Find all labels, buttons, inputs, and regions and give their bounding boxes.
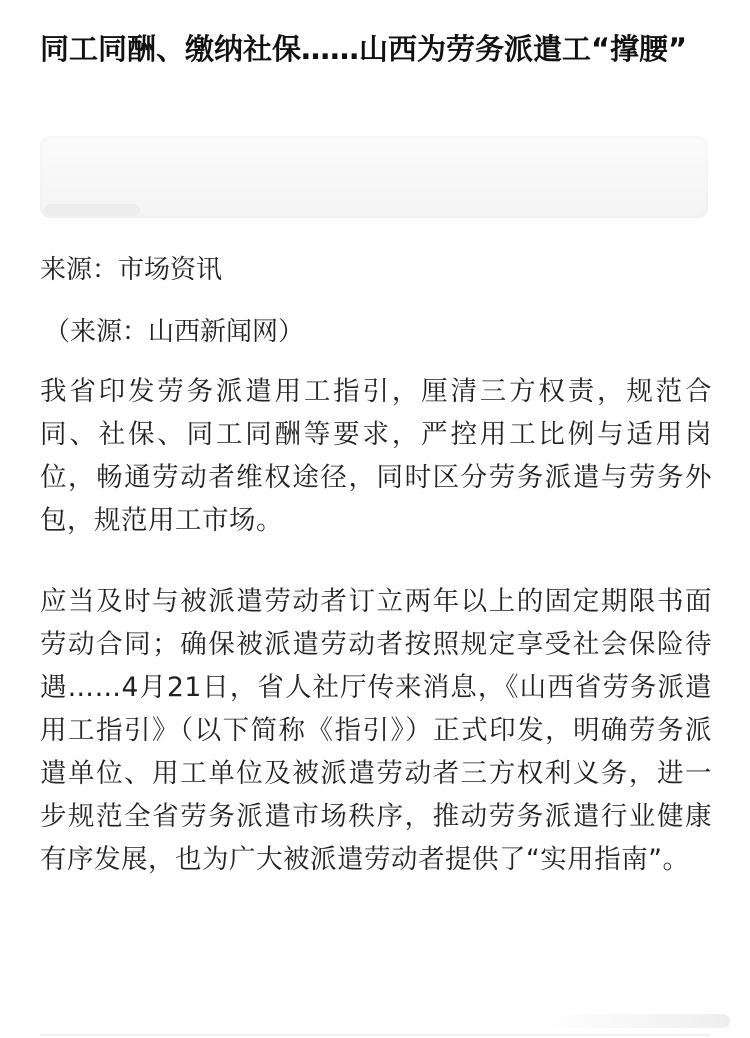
blurred-caption [44,204,140,216]
article-paragraph: 应当及时与被派遣劳动者订立两年以上的固定期限书面劳动合同；确保被派遣劳动者按照规定享受社会保险待遇……4月21日，省人社厅传来消息，《山西省劳务派遣用工指引》（以下简称《指引》）正式印发，明确劳务派遣单位、用工单位及被派遣劳动者三方权利义务，进一步规范全省劳务派遣市场秩序，推动劳务派遣行业健康有序发展，也为广大被派遣劳动者提供了“实用指南”。 [40,586,712,875]
article-title: 同工同酬、缴纳社保……山西为劳务派遣工“撑腰” [40,32,688,66]
article-source-origin: （来源：山西新闻网） [44,317,305,347]
article-paragraph: 我省印发劳务派遣用工指引，厘清三方权责，规范合同、社保、同工同酬等要求，严控用工比例与适用岗位，畅通劳动者维权途径，同时区分劳务派遣与劳务外包，规范用工市场。 [40,376,712,536]
divider [40,1034,710,1036]
article-source: 来源：市场资讯 [40,255,223,285]
media-placeholder [40,136,708,218]
faded-footer-mark [540,1014,730,1028]
